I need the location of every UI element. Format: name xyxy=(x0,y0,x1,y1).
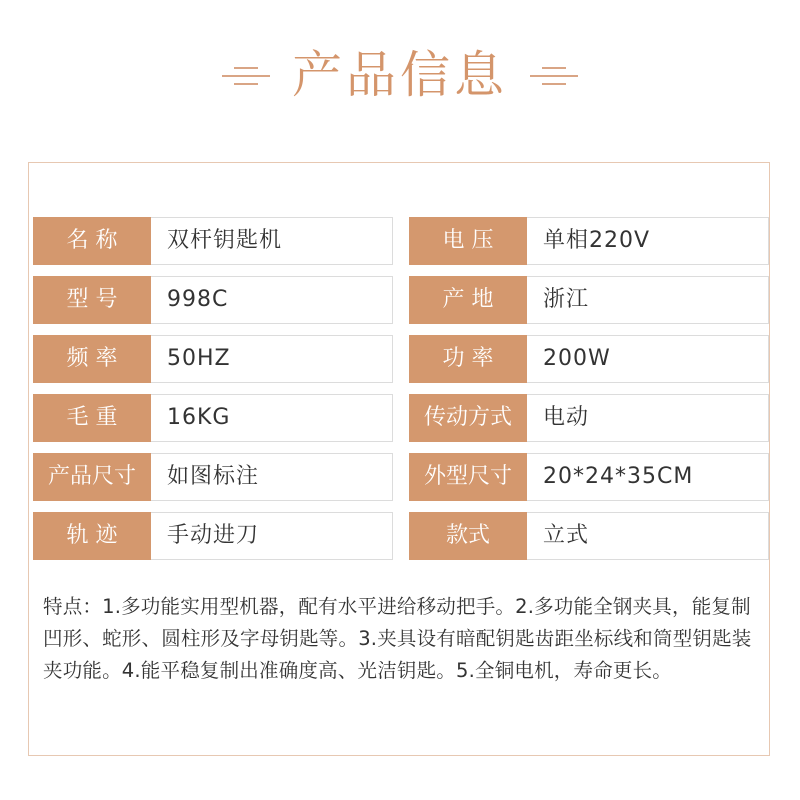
spec-value-drive-mode: 电动 xyxy=(527,394,769,442)
spec-label-power: 功 率 xyxy=(409,335,527,383)
spec-row xyxy=(29,512,771,560)
spec-label-gross-weight: 毛 重 xyxy=(33,394,151,442)
spec-value-voltage: 单相220V xyxy=(527,217,769,265)
spec-value-name: 双杆钥匙机 xyxy=(151,217,393,265)
spec-row xyxy=(29,335,771,383)
spec-label-frequency: 频 率 xyxy=(33,335,151,383)
spec-row xyxy=(29,217,771,265)
page-title: 产品信息 xyxy=(292,46,508,104)
spec-label-style: 款式 xyxy=(409,512,527,560)
spec-row xyxy=(29,276,771,324)
spec-value-style: 立式 xyxy=(527,512,769,560)
spec-label-origin: 产 地 xyxy=(409,276,527,324)
spec-label-voltage: 电 压 xyxy=(409,217,527,265)
spec-value-track: 手动进刀 xyxy=(151,512,393,560)
features-text: 特点：1.多功能实用型机器，配有水平进给移动把手。2.多功能全钢夹具，能复制凹形、蛇形、圆柱形及字母钥匙等。3.夹具设有暗配钥匙齿距坐标线和筒型钥匙装夹功能。4.能平稳复制出准确度高、光洁钥匙。5.全铜电机，寿命更长。 xyxy=(43,595,752,682)
spec-row xyxy=(29,453,771,501)
spec-value-frequency: 50HZ xyxy=(151,335,393,383)
spec-value-power: 200W xyxy=(527,335,769,383)
spec-label-name: 名 称 xyxy=(33,217,151,265)
spec-label-model: 型 号 xyxy=(33,276,151,324)
spec-label-outer-size: 外型尺寸 xyxy=(409,453,527,501)
header xyxy=(0,40,800,120)
spec-label-track: 轨 迹 xyxy=(33,512,151,560)
spec-label-product-size: 产品尺寸 xyxy=(33,453,151,501)
decorative-lines-right xyxy=(530,67,578,91)
spec-label-drive-mode: 传动方式 xyxy=(409,394,527,442)
spec-row xyxy=(29,394,771,442)
spec-value-outer-size: 20*24*35CM xyxy=(527,453,769,501)
spec-value-origin: 浙江 xyxy=(527,276,769,324)
product-info-card xyxy=(28,162,770,756)
spec-value-gross-weight: 16KG xyxy=(151,394,393,442)
spec-value-model: 998C xyxy=(151,276,393,324)
spec-value-product-size: 如图标注 xyxy=(151,453,393,501)
